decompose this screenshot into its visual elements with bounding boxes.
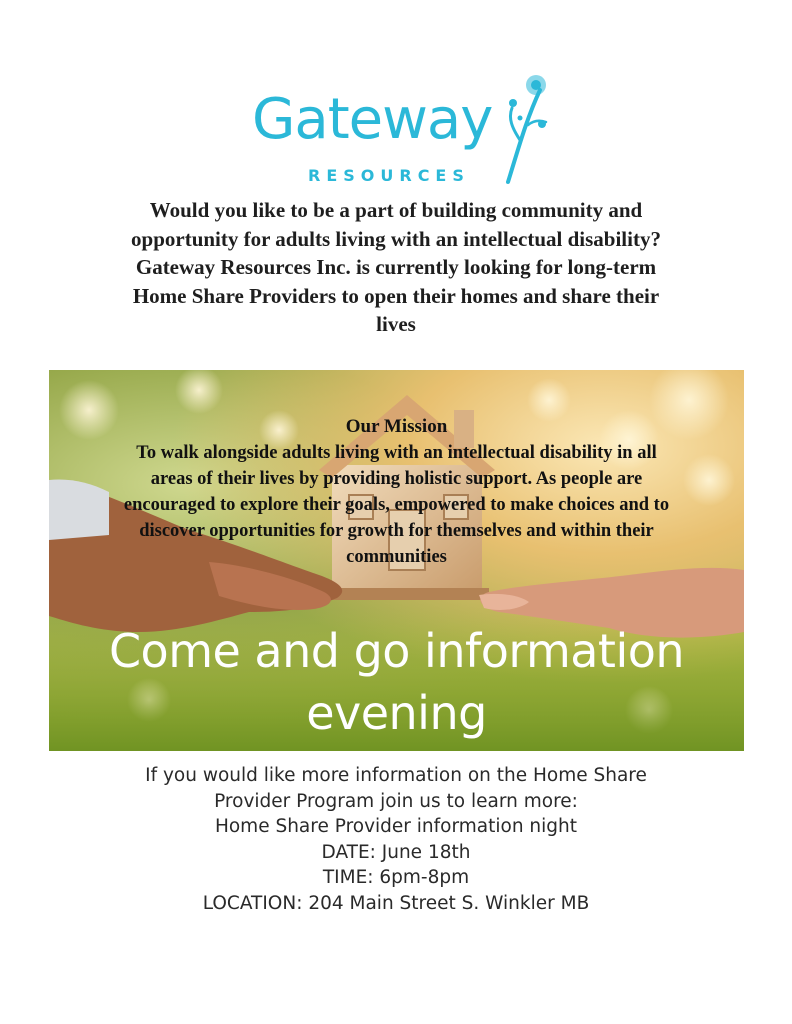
banner-photo: [49, 370, 744, 751]
mission-block: [79, 414, 714, 570]
event-title: [49, 620, 744, 744]
logo-wordmark: Gateway: [252, 87, 493, 152]
event-date: DATE: June 18th: [321, 841, 471, 863]
event-title-line: Come and go information: [108, 624, 685, 678]
event-location: LOCATION: 204 Main Street S. Winkler MB: [202, 892, 590, 914]
details-line: If you would like more information on the Home Share: [145, 765, 647, 786]
event-details: [100, 763, 692, 916]
mission-line: encouraged to explore their goals, empowered to make choices and to: [123, 495, 670, 515]
logo-subtitle: RESOURCES: [308, 166, 470, 185]
mission-line: discover opportunities for growth for themselves and within their: [139, 521, 654, 541]
intro-line: lives: [376, 312, 416, 336]
mission-title: Our Mission: [345, 416, 448, 437]
details-line: Home Share Provider information night: [214, 816, 578, 837]
mission-line: communities: [346, 547, 447, 567]
event-time: TIME: 6pm-8pm: [322, 867, 470, 888]
mission-line: To walk alongside adults living with an intellectual disability in all: [136, 443, 657, 463]
mission-line: areas of their lives by providing holistic support. As people are: [150, 469, 643, 489]
gateway-logo: [250, 70, 550, 190]
intro-line: Gateway Resources Inc. is currently looking for long-term: [135, 255, 657, 279]
intro-paragraph: [80, 196, 712, 339]
intro-line: Home Share Providers to open their homes and share their: [132, 283, 660, 308]
details-line: Provider Program join us to learn more:: [214, 790, 578, 812]
event-title-line: evening: [306, 686, 487, 740]
intro-line: opportunity for adults living with an intellectual disability?: [131, 226, 661, 251]
intro-line: Would you like to be a part of building community and: [149, 198, 643, 222]
